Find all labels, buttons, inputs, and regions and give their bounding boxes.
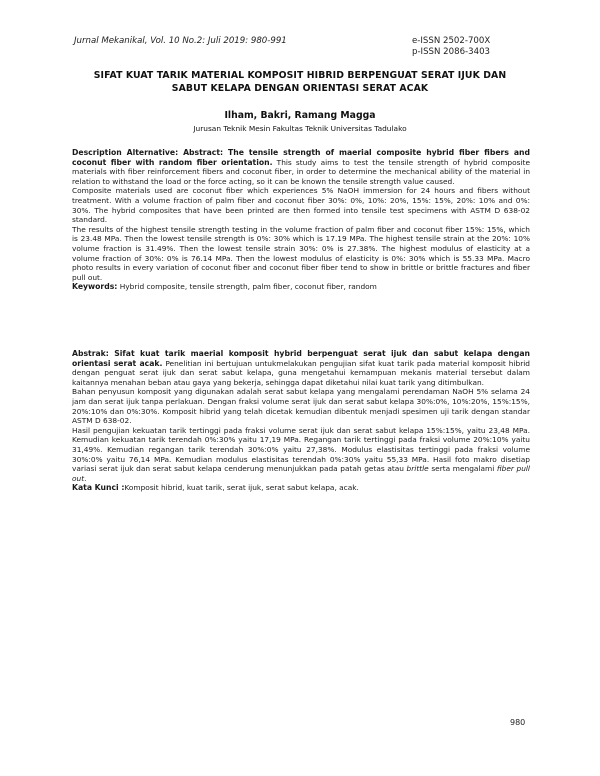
abstract-id-p3-italic-2: fiber pull out <box>72 464 530 483</box>
abstract-english <box>72 148 530 292</box>
eissn: e-ISSN 2502-700X <box>412 36 491 46</box>
keywords-id-label: Kata Kunci : <box>72 483 125 493</box>
journal-citation: Jurnal Mekanikal, Vol. 10 No.2: Juli 2019: 980-991 <box>74 36 287 46</box>
abstract-id-p1-text: Penelitian ini bertujuan untukmelakukan pengujian sifat kuat tarik pada material komposit hibrid dengan penguat serat ijuk dan serat sabut kelapa, guna mengetahui kemampuan mekanis material tersebut dalam kaitannya menahan beban atau gaya yang bekerja, sehingga dapat diketahui nilai kuat tarik yang ditimbulkan. <box>72 358 530 387</box>
abstract-en-paragraph-3: The results of the highest tensile strength testing in the volume fraction of palm fiber and coconut fiber 15%: 15%, which is 23.48 MPa. Then the lowest tensile strength is 0%: 30% which is 17.19 MPa. The highest tensile strain at the 20%: 10% volume fraction is 31.49%. Then the lowest tensile strain 30%: 0% is 27.38%. The highest modulus of elasticity at a volume fraction of 30%: 0% is 76.14 MPa. Then the lowest modulus of elasticity is 0%: 30% which is 55.33 MPa. Macro photo results in every variation of coconut fiber and coconut fiber fiber tend to show in brittle or brittle fractures and fiber pull out. <box>72 224 530 282</box>
keywords-id-text: Komposit hibrid, kuat tarik, serat ijuk, serat sabut kelapa, acak. <box>124 483 359 493</box>
abstract-en-lead: Description Alternative: Abstract: The tensile strength of maerial composite hybrid fiber fibers and coconut fiber with random fiber orientation. <box>72 148 530 167</box>
abstract-en-p1-text: This study aims to test the tensile strength of hybrid composite materials with fiber reinforcement fibers and coconut fiber, in order to determine the mechanical ability of the material in relation to withstand the load or the force acting, so it can be known the tensile strength value caused. <box>72 157 530 186</box>
abstract-id-paragraph-1 <box>72 349 530 387</box>
paper-title <box>60 70 540 95</box>
title-line-2: SABUT KELAPA DENGAN ORIENTASI SERAT ACAK <box>171 82 429 94</box>
abstract-id-paragraph-2: Bahan penyusun komposit yang digunakan adalah serat sabut kelapa yang mengalami perendaman NaOH 5% selama 24 jam dan serat ijuk tanpa perlakuan. Dengan fraksi volume serat ijuk dan serat sabut kelapa 30%:0%, 10%:20%, 15%:15%, 20%:10% dan 0%:30%. Komposit hibrid yang telah dicetak kemudian dibentuk menjadi spesimen uji tarik dengan standar ASTM D 638-02. <box>72 387 530 426</box>
issn-block <box>412 36 490 58</box>
page-number: 980 <box>510 718 526 727</box>
title-line-1: SIFAT KUAT TARIK MATERIAL KOMPOSIT HIBRID BERPENGUAT SERAT IJUK DAN <box>93 70 507 81</box>
keywords-en <box>72 282 530 292</box>
keywords-en-label: Keywords: <box>72 282 118 292</box>
abstract-id-p3-b: serta mengalami <box>428 464 497 474</box>
affiliation: Jurusan Teknik Mesin Fakultas Teknik Universitas Tadulako <box>193 123 407 133</box>
abstract-en-paragraph-1 <box>72 148 530 186</box>
abstract-id-p3-italic-1: brittle <box>406 464 429 474</box>
keywords-en-text: Hybrid composite, tensile strength, palm fiber, coconut fiber, random <box>117 282 377 292</box>
keywords-id <box>72 483 530 493</box>
abstract-id-p3-a: Hasil pengujian kekuatan tarik tertinggi pada fraksi volume serat ijuk dan serat sabut kelapa 15%:15%, yaitu 23,48 MPa. Kemudian kekuatan tarik terendah 0%:30% yaitu 17,19 MPa. Regangan tarik tertinggi pada fraksi volume 20%:10% yaitu 31,49%. Kemudian regangan tarik terendah 30%:0% yaitu 27,38%. Modulus elastisitas tertinggi pada fraksi volume 30%:0% yaitu 76,14 MPa. Kemudian modulus elastisitas terendah 0%:30% yaitu 55,33 MPa. Hasil foto makro disetiap variasi serat ijuk dan serat sabut kelapa cenderung menunjukkan pada patah getas atau <box>72 425 530 474</box>
abstract-id-paragraph-3 <box>72 426 530 484</box>
authors: Ilham, Bakri, Ramang Magga <box>224 110 376 121</box>
abstract-indonesian <box>72 349 530 493</box>
abstract-id-lead: Abstrak: Sifat kuat tarik maerial komposit hybrid berpenguat serat ijuk dan sabut kelapa dengan orientasi serat acak. <box>72 349 530 368</box>
abstract-id-p3-c: . <box>84 473 87 483</box>
pissn: p-ISSN 2086-3403 <box>412 47 491 57</box>
abstract-en-paragraph-2: Composite materials used are coconut fiber which experiences 5% NaOH immersion for 24 hours and fibers without treatment. With a volume fraction of palm fiber and coconut fiber 30%: 0%, 10%: 20%, 15%: 15%, 20%: 10% and 0%: 30%. The hybrid composites that have been printed are then formed into tensile test specimens with ASTM D 638-02 standard. <box>72 186 530 225</box>
